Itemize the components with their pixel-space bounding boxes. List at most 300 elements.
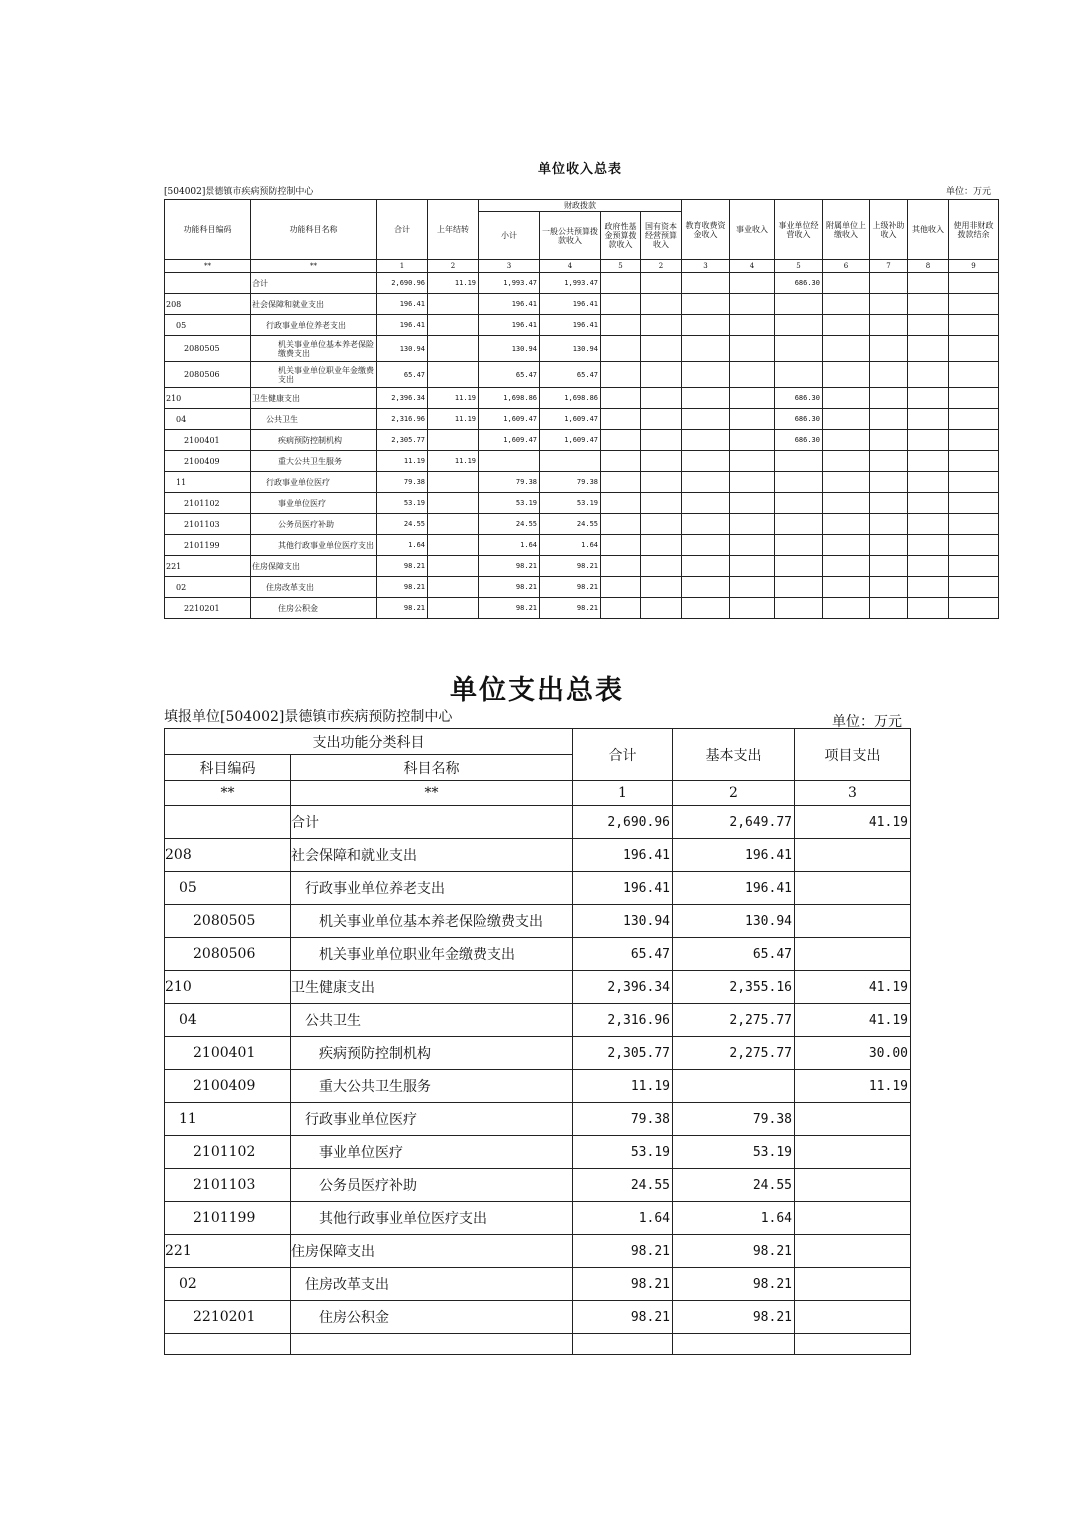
gov-fund-cell [601,451,641,472]
income-summary-table [164,199,999,619]
expense-table-row [165,806,911,839]
nonfiscal-cell [949,336,999,362]
general-budget-cell: 196.41 [540,294,601,315]
income-table-row [165,514,999,535]
general-budget-cell: 53.19 [540,493,601,514]
code-cell: 11 [165,472,251,493]
other-cell [908,493,949,514]
affiliated-cell [823,430,870,451]
state-capital-cell [641,451,682,472]
superior-subsidy-cell [870,472,908,493]
code-cell: 2101103 [165,514,251,535]
basic-cell: 79.38 [673,1103,795,1136]
other-cell [908,294,949,315]
income-table-row [165,472,999,493]
index-cell: 6 [823,260,870,273]
other-cell [908,388,949,409]
operating-cell [775,294,823,315]
subtotal-cell [479,451,540,472]
name-cell: 行政事业单位医疗 [251,472,377,493]
project-cell: 11.19 [795,1070,911,1103]
carryover-cell [428,535,479,556]
total-cell: 53.19 [377,493,428,514]
project-cell [795,872,911,905]
superior-subsidy-cell [870,451,908,472]
total-cell: 53.19 [573,1136,673,1169]
code-cell: 2101199 [165,535,251,556]
name-cell: 疾病预防控制机构 [251,430,377,451]
expense-table-row [165,1103,911,1136]
total-cell: 196.41 [377,294,428,315]
nonfiscal-cell [949,430,999,451]
other-cell [908,336,949,362]
carryover-cell [428,294,479,315]
project-cell: 41.19 [795,1004,911,1037]
carryover-cell [428,598,479,619]
operating-cell: 686.30 [775,409,823,430]
index-cell: 3 [479,260,540,273]
subtotal-cell: 53.19 [479,493,540,514]
superior-subsidy-cell [870,315,908,336]
code-cell: 2080505 [165,905,291,938]
header-name: 功能科目名称 [251,200,377,260]
project-cell [795,1301,911,1334]
state-capital-cell [641,294,682,315]
basic-cell: 1.64 [673,1202,795,1235]
edu-fee-cell [682,514,730,535]
income-unit-name: [504002]景德镇市疾病预防控制中心 [164,187,314,197]
index-cell: 5 [601,260,641,273]
other-cell [908,409,949,430]
edu-fee-cell [682,430,730,451]
project-cell [795,1268,911,1301]
index-cell: 1 [573,781,673,806]
code-cell: 2101103 [165,1169,291,1202]
affiliated-cell [823,598,870,619]
business-cell [730,451,775,472]
state-capital-cell [641,273,682,294]
other-cell [908,472,949,493]
superior-subsidy-cell [870,336,908,362]
basic-cell: 98.21 [673,1235,795,1268]
header-general-budget: 一般公共预算拨款收入 [540,212,601,260]
edu-fee-cell [682,556,730,577]
name-cell: 事业单位医疗 [291,1136,573,1169]
header-other: 其他收入 [908,200,949,260]
name-cell: 公共卫生 [251,409,377,430]
edu-fee-cell [682,273,730,294]
general-budget-cell: 1,993.47 [540,273,601,294]
income-table-row [165,336,999,362]
edu-fee-cell [682,294,730,315]
superior-subsidy-cell [870,388,908,409]
total-cell: 196.41 [573,839,673,872]
nonfiscal-cell [949,598,999,619]
nonfiscal-cell [949,409,999,430]
expense-table-row [165,938,911,971]
total-cell: 130.94 [377,336,428,362]
gov-fund-cell [601,315,641,336]
name-cell: 公共卫生 [291,1004,573,1037]
header-code: 科目编码 [165,755,291,781]
income-table-row [165,409,999,430]
operating-cell [775,556,823,577]
general-budget-cell: 98.21 [540,577,601,598]
business-cell [730,336,775,362]
carryover-cell [428,430,479,451]
code-cell: 2080506 [165,362,251,388]
index-cell: 2 [641,260,682,273]
total-cell: 98.21 [573,1235,673,1268]
code-cell: 02 [165,1268,291,1301]
index-cell: 4 [730,260,775,273]
code-cell [165,273,251,294]
header-subtotal: 小计 [479,212,540,260]
income-table-row [165,362,999,388]
business-cell [730,315,775,336]
edu-fee-cell [682,336,730,362]
basic-cell: 2,275.77 [673,1004,795,1037]
code-cell: 2210201 [165,598,251,619]
expense-table-row [165,1268,911,1301]
other-cell [908,556,949,577]
gov-fund-cell [601,430,641,451]
nonfiscal-cell [949,577,999,598]
other-cell [908,362,949,388]
gov-fund-cell [601,535,641,556]
business-cell [730,430,775,451]
state-capital-cell [641,556,682,577]
name-cell: 事业单位医疗 [251,493,377,514]
carryover-cell: 11.19 [428,388,479,409]
name-cell: 其他行政事业单位医疗支出 [251,535,377,556]
edu-fee-cell [682,493,730,514]
project-cell [795,905,911,938]
subtotal-cell: 196.41 [479,315,540,336]
expense-table-row [165,905,911,938]
affiliated-cell [823,556,870,577]
affiliated-cell [823,577,870,598]
state-capital-cell [641,514,682,535]
superior-subsidy-cell [870,535,908,556]
carryover-cell: 11.19 [428,273,479,294]
carryover-cell [428,556,479,577]
project-cell [795,1235,911,1268]
code-cell: 210 [165,388,251,409]
state-capital-cell [641,493,682,514]
expense-unit-name: 填报单位[504002]景德镇市疾病预防控制中心 [164,709,453,725]
nonfiscal-cell [949,535,999,556]
header-state-capital: 国有资本经营预算收入 [641,212,682,260]
expense-table-row [165,1004,911,1037]
superior-subsidy-cell [870,430,908,451]
index-cell: 2 [673,781,795,806]
header-function-group: 支出功能分类科目 [165,729,573,755]
total-cell: 79.38 [377,472,428,493]
gov-fund-cell [601,336,641,362]
index-cell: 4 [540,260,601,273]
basic-cell: 196.41 [673,839,795,872]
business-cell [730,577,775,598]
code-cell: 2100401 [165,430,251,451]
total-cell: 130.94 [573,905,673,938]
name-cell: 其他行政事业单位医疗支出 [291,1202,573,1235]
expense-table-row [165,971,911,1004]
code-cell: 210 [165,971,291,1004]
total-cell: 2,690.96 [377,273,428,294]
state-capital-cell [641,315,682,336]
gov-fund-cell [601,577,641,598]
edu-fee-cell [682,362,730,388]
other-cell [908,598,949,619]
business-cell [730,472,775,493]
index-cell: ** [165,781,291,806]
total-cell: 196.41 [573,872,673,905]
income-table-row [165,535,999,556]
affiliated-cell [823,315,870,336]
edu-fee-cell [682,315,730,336]
state-capital-cell [641,362,682,388]
subtotal-cell: 1,698.86 [479,388,540,409]
income-table-title: 单位收入总表 [537,162,622,177]
header-affiliated: 附属单位上缴收入 [823,200,870,260]
name-cell: 行政事业单位医疗 [291,1103,573,1136]
state-capital-cell [641,472,682,493]
index-cell: 1 [377,260,428,273]
general-budget-cell: 98.21 [540,556,601,577]
header-project: 项目支出 [795,729,911,781]
carryover-cell [428,472,479,493]
name-cell: 重大公共卫生服务 [291,1070,573,1103]
carryover-cell [428,362,479,388]
nonfiscal-cell [949,556,999,577]
code-cell: 05 [165,872,291,905]
carryover-cell [428,315,479,336]
name-cell: 住房保障支出 [291,1235,573,1268]
subtotal-cell: 98.21 [479,556,540,577]
code-cell: 221 [165,1235,291,1268]
affiliated-cell [823,336,870,362]
project-cell [795,1136,911,1169]
nonfiscal-cell [949,362,999,388]
total-cell: 65.47 [377,362,428,388]
subtotal-cell: 1,609.47 [479,430,540,451]
general-budget-cell: 79.38 [540,472,601,493]
project-cell: 41.19 [795,971,911,1004]
affiliated-cell [823,388,870,409]
income-index-row [165,260,999,273]
operating-cell [775,535,823,556]
code-cell: 208 [165,294,251,315]
project-cell [795,839,911,872]
header-edu-fee: 教育收费资金收入 [682,200,730,260]
name-cell: 机关事业单位基本养老保险缴费支出 [251,336,377,362]
header-business: 事业收入 [730,200,775,260]
affiliated-cell [823,535,870,556]
operating-cell: 686.30 [775,388,823,409]
carryover-cell: 11.19 [428,409,479,430]
gov-fund-cell [601,514,641,535]
general-budget-cell: 1,609.47 [540,430,601,451]
subtotal-cell: 1,993.47 [479,273,540,294]
other-cell [908,315,949,336]
expense-table-row [165,872,911,905]
index-cell: ** [291,781,573,806]
index-cell: 3 [682,260,730,273]
affiliated-cell [823,451,870,472]
name-cell: 重大公共卫生服务 [251,451,377,472]
affiliated-cell [823,362,870,388]
name-cell: 社会保障和就业支出 [291,839,573,872]
total-cell: 2,305.77 [377,430,428,451]
expense-table-row [165,1202,911,1235]
state-capital-cell [641,577,682,598]
general-budget-cell: 1,698.86 [540,388,601,409]
total-cell: 2,690.96 [573,806,673,839]
business-cell [730,535,775,556]
total-cell: 98.21 [573,1268,673,1301]
income-table-row [165,315,999,336]
nonfiscal-cell [949,388,999,409]
total-cell: 65.47 [573,938,673,971]
project-cell [795,1334,911,1355]
superior-subsidy-cell [870,362,908,388]
general-budget-cell: 196.41 [540,315,601,336]
other-cell [908,535,949,556]
nonfiscal-cell [949,493,999,514]
expense-table-title: 单位支出总表 [450,675,624,706]
other-cell [908,514,949,535]
other-cell [908,430,949,451]
expense-table-row [165,839,911,872]
operating-cell [775,336,823,362]
code-cell: 04 [165,1004,291,1037]
nonfiscal-cell [949,451,999,472]
expense-unit-label: 单位：万元 [832,714,902,730]
edu-fee-cell [682,598,730,619]
superior-subsidy-cell [870,514,908,535]
general-budget-cell: 98.21 [540,598,601,619]
gov-fund-cell [601,294,641,315]
nonfiscal-cell [949,514,999,535]
operating-cell [775,315,823,336]
general-budget-cell: 24.55 [540,514,601,535]
subtotal-cell: 1,609.47 [479,409,540,430]
basic-cell: 65.47 [673,938,795,971]
gov-fund-cell [601,598,641,619]
basic-cell: 130.94 [673,905,795,938]
total-cell: 98.21 [377,598,428,619]
other-cell [908,451,949,472]
edu-fee-cell [682,451,730,472]
subtotal-cell: 24.55 [479,514,540,535]
subtotal-cell: 79.38 [479,472,540,493]
basic-cell: 2,355.16 [673,971,795,1004]
general-budget-cell [540,451,601,472]
header-code: 功能科目编码 [165,200,251,260]
expense-table-row [165,1334,911,1355]
total-cell: 24.55 [377,514,428,535]
edu-fee-cell [682,577,730,598]
name-cell: 合计 [251,273,377,294]
income-table-row [165,388,999,409]
total-cell: 24.55 [573,1169,673,1202]
affiliated-cell [823,294,870,315]
subtotal-cell: 1.64 [479,535,540,556]
code-cell: 2080506 [165,938,291,971]
name-cell: 卫生健康支出 [291,971,573,1004]
project-cell [795,1202,911,1235]
total-cell: 98.21 [573,1301,673,1334]
total-cell: 2,316.96 [377,409,428,430]
superior-subsidy-cell [870,409,908,430]
total-cell: 2,305.77 [573,1037,673,1070]
business-cell [730,294,775,315]
total-cell: 2,396.34 [573,971,673,1004]
basic-cell: 98.21 [673,1268,795,1301]
operating-cell [775,577,823,598]
header-total: 合计 [573,729,673,781]
expense-table-row [165,1169,911,1202]
business-cell [730,514,775,535]
project-cell [795,1103,911,1136]
superior-subsidy-cell [870,294,908,315]
carryover-cell [428,493,479,514]
state-capital-cell [641,409,682,430]
superior-subsidy-cell [870,273,908,294]
subtotal-cell: 196.41 [479,294,540,315]
expense-summary-table [164,728,911,1355]
superior-subsidy-cell [870,577,908,598]
basic-cell: 53.19 [673,1136,795,1169]
code-cell: 11 [165,1103,291,1136]
code-cell: 221 [165,556,251,577]
basic-cell: 2,275.77 [673,1037,795,1070]
gov-fund-cell [601,556,641,577]
header-gov-fund: 政府性基金预算拨款收入 [601,212,641,260]
general-budget-cell: 65.47 [540,362,601,388]
business-cell [730,409,775,430]
operating-cell [775,451,823,472]
basic-cell [673,1334,795,1355]
state-capital-cell [641,535,682,556]
total-cell: 1.64 [573,1202,673,1235]
name-cell: 行政事业单位养老支出 [251,315,377,336]
code-cell: 2080505 [165,336,251,362]
total-cell: 1.64 [377,535,428,556]
business-cell [730,493,775,514]
index-cell: 8 [908,260,949,273]
business-cell [730,388,775,409]
edu-fee-cell [682,388,730,409]
expense-table-row [165,1235,911,1268]
operating-cell [775,472,823,493]
general-budget-cell: 1.64 [540,535,601,556]
affiliated-cell [823,493,870,514]
code-cell [165,806,291,839]
name-cell: 卫生健康支出 [251,388,377,409]
other-cell [908,273,949,294]
carryover-cell: 11.19 [428,451,479,472]
business-cell [730,273,775,294]
business-cell [730,556,775,577]
header-name: 科目名称 [291,755,573,781]
carryover-cell [428,577,479,598]
subtotal-cell: 130.94 [479,336,540,362]
affiliated-cell [823,273,870,294]
name-cell: 住房改革支出 [251,577,377,598]
name-cell: 住房保障支出 [251,556,377,577]
